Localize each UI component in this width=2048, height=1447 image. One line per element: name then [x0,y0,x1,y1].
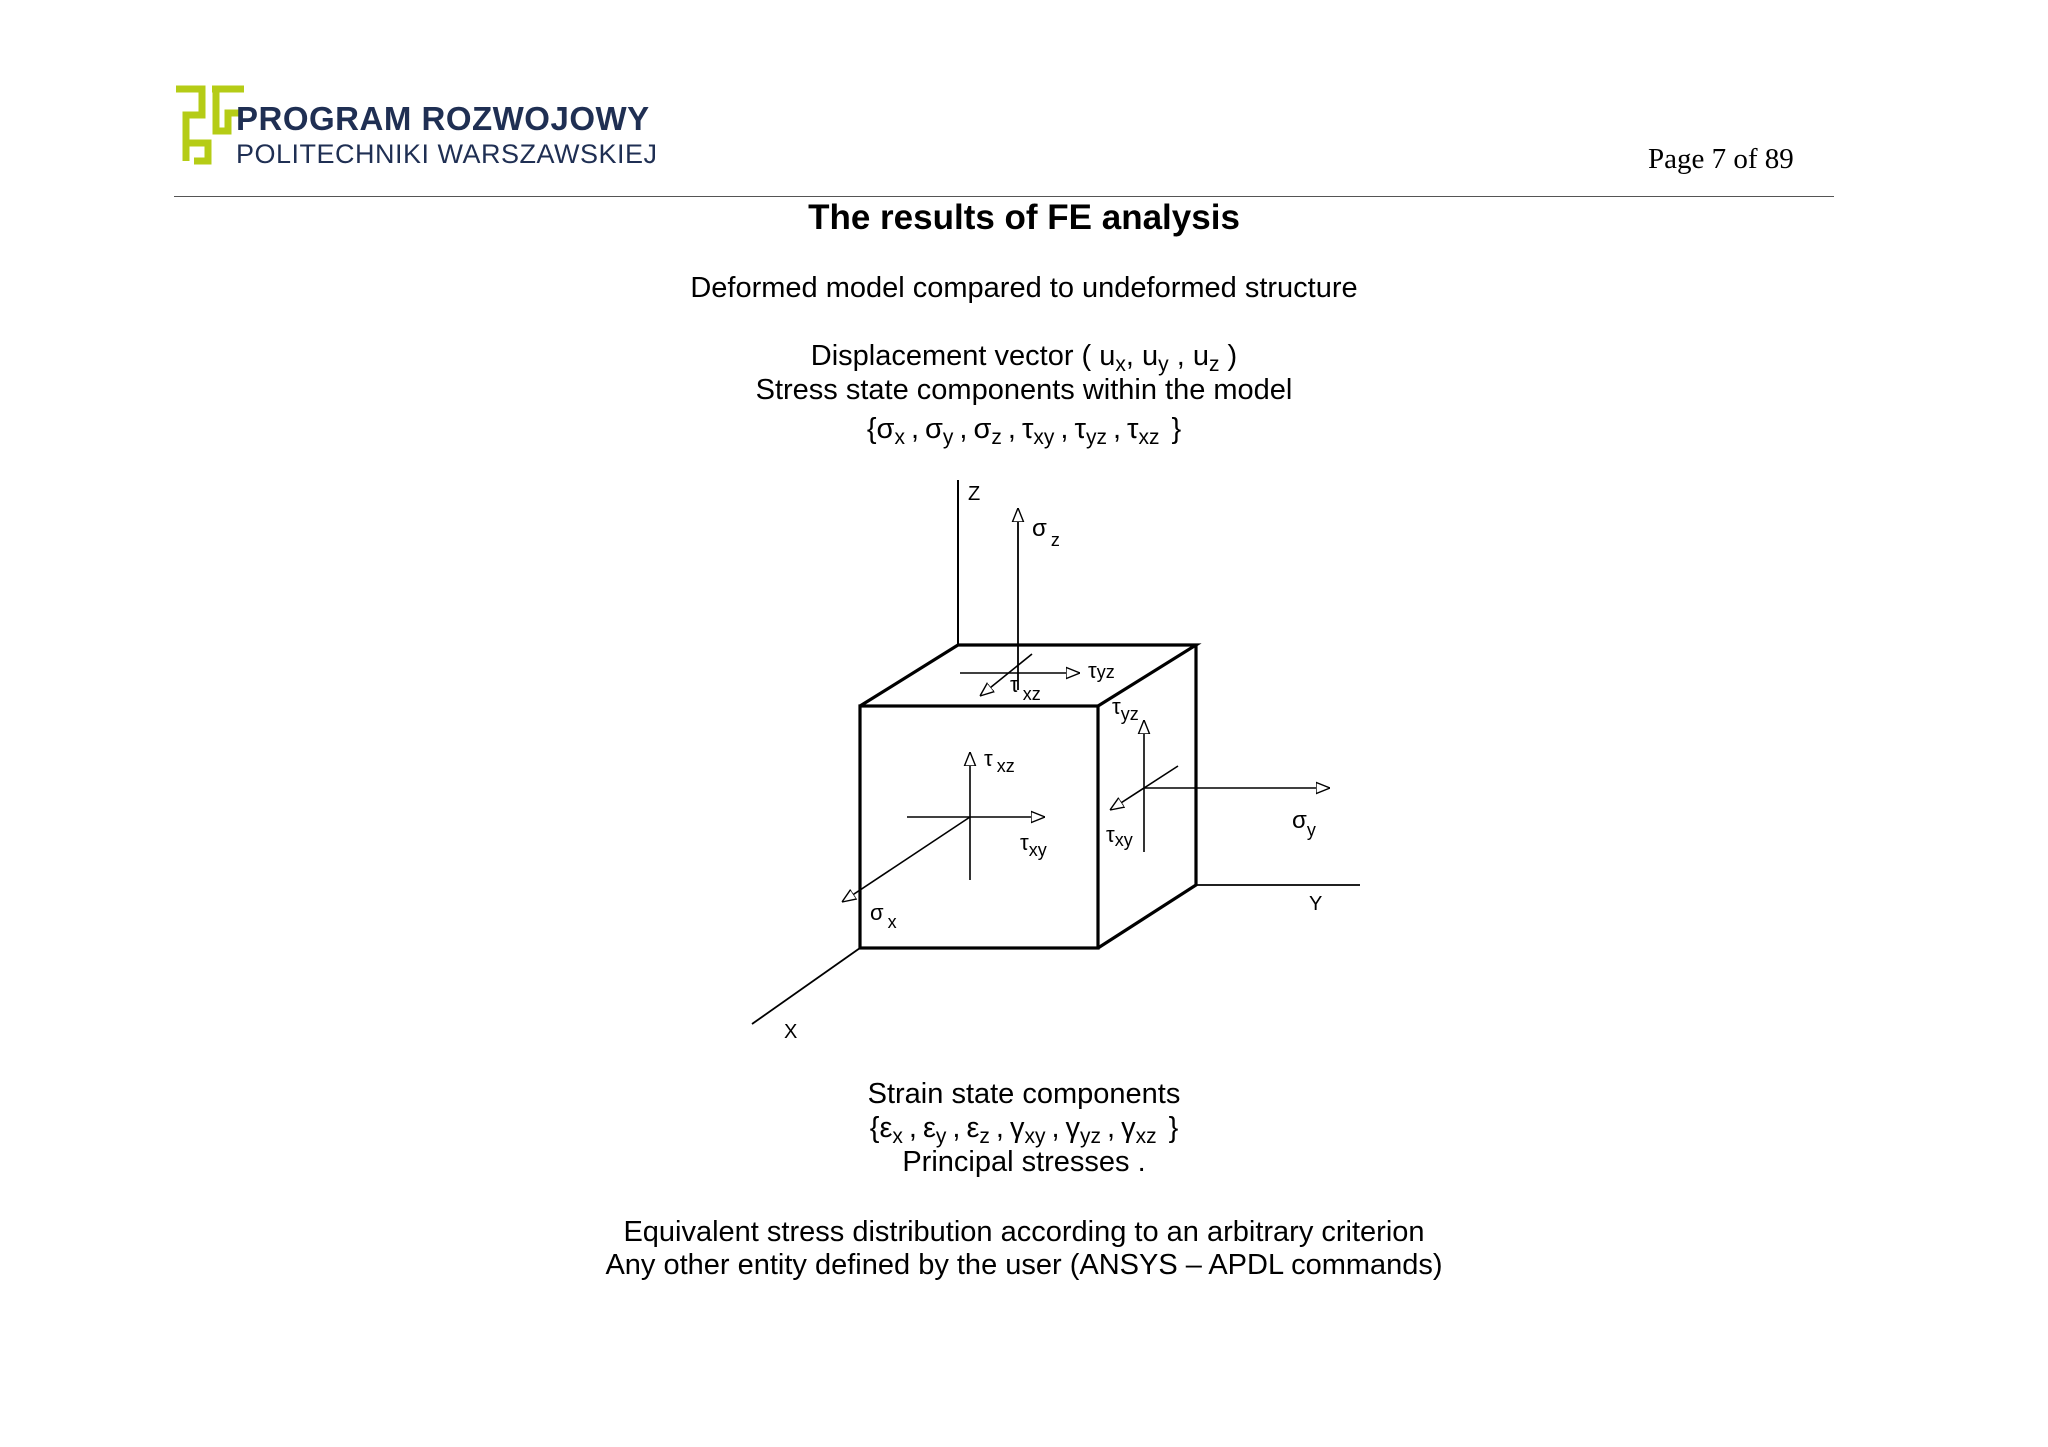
svg-text:τxy: $\tau_{xy}$ [1020,830,1047,860]
stress-close-brace: } [1171,413,1182,445]
logo-title: PROGRAM ROZWOJOWY [236,100,650,137]
strain-term: ε [922,1112,936,1144]
svg-text:σz: σ $_z$ [1032,515,1060,550]
stress-term: τ [1127,413,1139,445]
stress-state-text: Stress state components within the model [755,374,1293,406]
strain-open-brace: { [869,1112,880,1144]
user-entity-text: Any other entity defined by the user (ANSYS – APDL commands) [605,1249,1443,1281]
z-axis-label: Z [968,483,981,505]
logo-subtitle: POLITECHNIKI WARSZAWSKIEJ [236,139,658,169]
strain-term: ε [966,1112,980,1144]
strain-components: {$\varepsilon_x$ , $\varepsilon_y$ , $\varepsilon_z$ , $\gamma_{xy}$ , $\gamma_{yz}$ , $\gamma_{xz}$ } [869,1112,1179,1148]
stress-components: {$\sigma_x$ , $\sigma_y$ , $\sigma_z$ , $\tau_{xy}$ , $\tau_{yz}$ , $\tau_{xz}$ } [866,413,1182,449]
stress-term: τ [1074,413,1086,445]
stress-open-brace: { [866,413,877,445]
x-axis-label: X [784,1021,798,1043]
deformed-text: Deformed model compared to undeformed structure [690,272,1358,304]
y-axis-label: Y [1309,893,1323,915]
svg-text:τxz: τ $_{xz}$ [984,746,1015,776]
strain-term: γ [1009,1112,1025,1144]
equivalent-stress-text: Equivalent stress distribution according to an arbitrary criterion [623,1216,1425,1248]
stress-term: σ [973,413,992,445]
stress-term: τ [1021,413,1034,445]
principal-stresses-text: Principal stresses . [902,1146,1146,1178]
svg-text:τyz: τyz [1088,658,1115,683]
stress-term: σ [876,413,895,445]
strain-term: ε [879,1112,893,1144]
page-number: Page 7 of 89 [1648,143,1794,175]
svg-text:σy: $\sigma_y$ [1292,807,1316,840]
page-title: The results of FE analysis [808,198,1240,237]
strain-state-text: Strain state components [867,1078,1181,1110]
strain-close-brace: } [1168,1112,1179,1144]
x-axis-line [752,948,860,1024]
stress-term: σ [925,413,943,445]
svg-text:τxy: τxy [1106,822,1133,850]
stress-cube-diagram [720,470,1360,1060]
header-divider [174,196,1834,197]
svg-text:τxz: τ $_{xz}$ [1010,672,1041,704]
cube-side-face [1098,645,1196,948]
svg-text:τyz: $\tau_{yz}$ [1112,694,1139,724]
svg-text:σx: σ $_x$ [870,900,897,932]
displacement-vector: Displacement vector ( $u_x$, $u_y$ , $u_z$ ) [810,340,1238,376]
strain-term: γ [1121,1112,1136,1144]
strain-term: γ [1065,1112,1080,1144]
